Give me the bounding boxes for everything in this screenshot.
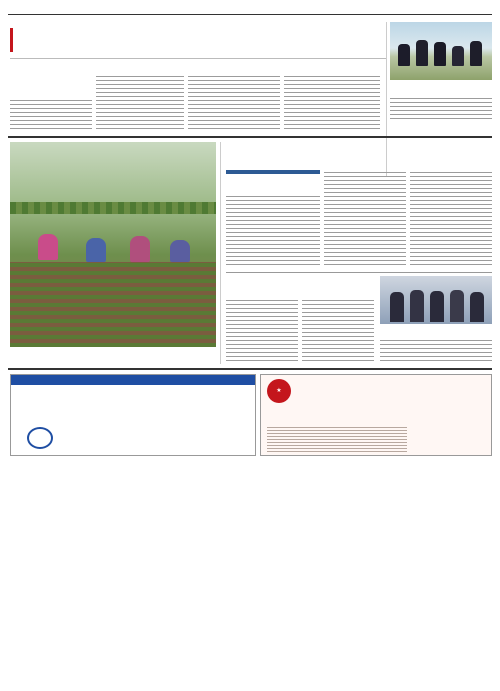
ad-rule (8, 368, 492, 370)
farm-photo (10, 142, 216, 347)
column-divider (220, 142, 221, 364)
story1-body-col4 (284, 76, 380, 130)
story1-body-col3 (188, 76, 280, 130)
section-rule (8, 136, 492, 138)
travel-ad-banner (10, 374, 256, 456)
jeju-ad (260, 374, 492, 456)
story1-headline (10, 28, 382, 52)
story-rule (226, 272, 492, 273)
story3-body-col3 (380, 340, 492, 364)
farm-photo-caption (10, 350, 216, 362)
story2-lead-box (226, 170, 320, 174)
badge-icon: ★ (267, 379, 291, 403)
story2-headline (226, 146, 492, 164)
story1-photo (390, 22, 492, 80)
story2-body-col1 (226, 196, 320, 268)
story1-body-col2 (96, 76, 184, 130)
story3-photo (380, 276, 492, 324)
story1-photo-note (390, 98, 492, 122)
story3-body-col1 (226, 300, 298, 364)
story3-photo-caption (380, 326, 492, 338)
page-header (8, 3, 492, 15)
story2-body-col2 (324, 172, 406, 268)
jeju-details (267, 427, 407, 453)
story1-photo-caption (390, 82, 492, 96)
phone-icon (27, 427, 53, 449)
story2-body-col3 (410, 172, 492, 268)
story3-body-col2 (302, 300, 374, 364)
story1-rule (10, 58, 386, 59)
story1-body-col1 (10, 100, 92, 130)
